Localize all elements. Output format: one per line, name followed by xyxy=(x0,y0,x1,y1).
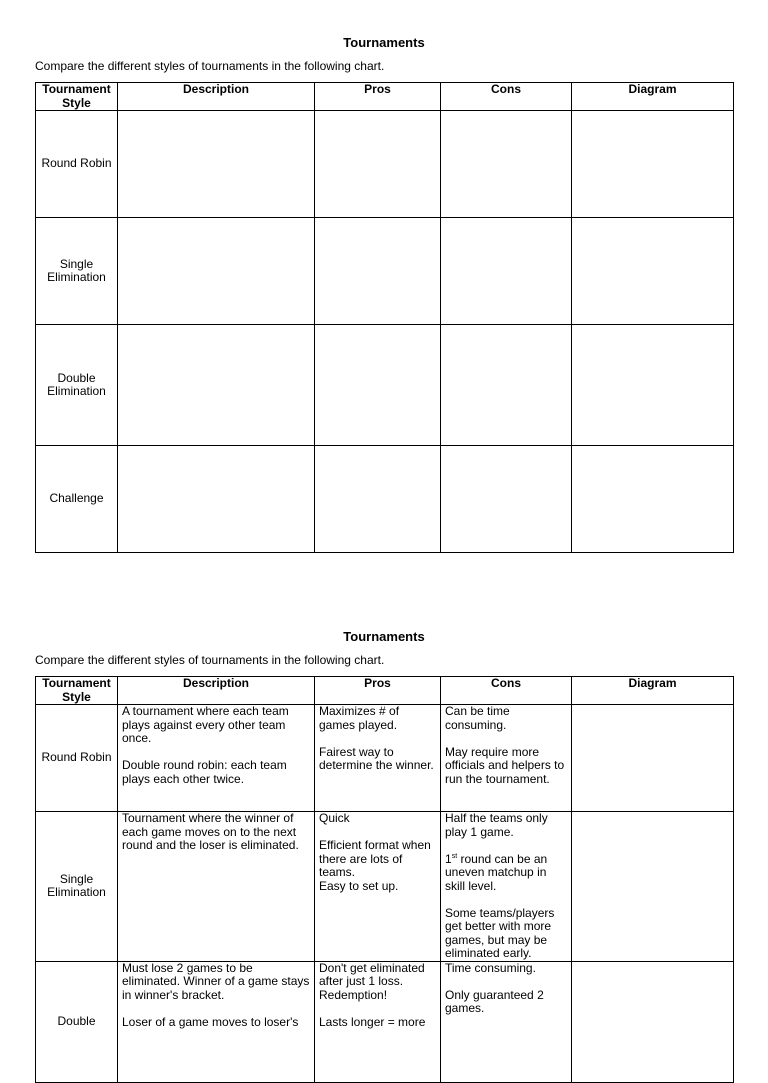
description-cell[interactable] xyxy=(118,218,315,325)
style-cell: Double Elimination xyxy=(36,325,118,446)
table-row xyxy=(36,325,734,446)
cons-text: Some teams/players get better with more games, but may be eliminated early. xyxy=(445,905,555,960)
header-description: Description xyxy=(118,83,315,111)
pros-cell[interactable] xyxy=(315,111,441,218)
pros-cell xyxy=(315,705,441,812)
cons-cell[interactable] xyxy=(441,446,572,553)
cons-cell[interactable] xyxy=(441,111,572,218)
table-row xyxy=(36,218,734,325)
style-cell: Double xyxy=(36,961,118,1082)
cons-text: 1st round can be an uneven matchup in skill level. xyxy=(445,851,548,893)
page-title: Tournaments xyxy=(343,35,425,50)
style-cell: Round Robin xyxy=(36,705,118,812)
header-description: Description xyxy=(118,677,315,705)
header-cons: Cons xyxy=(441,677,572,705)
header-tournament-style: Tournament Style xyxy=(36,677,118,705)
cons-cell xyxy=(441,812,572,962)
description-cell xyxy=(118,705,315,812)
cons-cell xyxy=(441,705,572,812)
diagram-cell[interactable] xyxy=(572,111,734,218)
diagram-cell[interactable] xyxy=(572,218,734,325)
description-cell xyxy=(118,961,315,1082)
style-cell: Single Elimination xyxy=(36,812,118,962)
pros-cell[interactable] xyxy=(315,218,441,325)
description-text: Loser of a game moves to loser's xyxy=(122,1014,299,1029)
diagram-cell[interactable] xyxy=(572,325,734,446)
header-row xyxy=(36,83,734,111)
description-text: Must lose 2 games to be eliminated. Winner of a game stays in winner's bracket. xyxy=(122,960,310,1002)
cons-text: Time consuming. xyxy=(445,960,536,975)
diagram-cell[interactable] xyxy=(572,705,734,812)
cons-cell[interactable] xyxy=(441,325,572,446)
diagram-cell[interactable] xyxy=(572,446,734,553)
style-cell: Challenge xyxy=(36,446,118,553)
table-row xyxy=(36,961,734,1082)
pros-cell xyxy=(315,812,441,962)
style-cell: Round Robin xyxy=(36,111,118,218)
cons-text-rest: round can be an uneven matchup in skill level. xyxy=(445,851,548,893)
header-pros: Pros xyxy=(315,677,441,705)
ordinal-suffix: st xyxy=(451,852,458,860)
pros-text: Quick xyxy=(319,811,350,825)
table-row xyxy=(36,812,734,962)
cons-cell[interactable] xyxy=(441,218,572,325)
description-cell[interactable] xyxy=(118,446,315,553)
comparison-table-blank xyxy=(35,82,734,553)
cons-text: Can be time consuming. xyxy=(445,704,510,732)
pros-text: Maximizes # of games played. xyxy=(319,704,400,732)
cons-text: Only guaranteed 2 games. xyxy=(445,987,544,1015)
header-cons: Cons xyxy=(441,83,572,111)
cons-text: Half the teams only play 1 game. xyxy=(445,811,548,839)
pros-text: Efficient format when there are lots of teams. Easy to set up. xyxy=(319,838,431,893)
header-row xyxy=(36,677,734,705)
instructions: Compare the different styles of tournaments in the following chart. xyxy=(35,59,385,73)
style-cell: Single Elimination xyxy=(36,218,118,325)
cons-cell xyxy=(441,961,572,1082)
description-text: Double round robin: each team plays each other twice. xyxy=(122,758,287,786)
table-row xyxy=(36,446,734,553)
header-diagram: Diagram xyxy=(572,83,734,111)
pros-cell[interactable] xyxy=(315,325,441,446)
table-row xyxy=(36,705,734,812)
diagram-cell[interactable] xyxy=(572,812,734,962)
cons-text: May require more officials and helpers to run the tournament. xyxy=(445,744,565,786)
pros-text: Lasts longer = more xyxy=(319,1014,426,1029)
header-tournament-style: Tournament Style xyxy=(36,83,118,111)
pros-text: Don't get eliminated after just 1 loss. Redemption! xyxy=(319,960,425,1002)
pros-cell xyxy=(315,961,441,1082)
description-text: A tournament where each team plays against every other team once. xyxy=(122,704,289,745)
description-cell[interactable] xyxy=(118,111,315,218)
table-row xyxy=(36,111,734,218)
description-cell xyxy=(118,812,315,962)
header-pros: Pros xyxy=(315,83,441,111)
pros-cell[interactable] xyxy=(315,446,441,553)
comparison-table-answers xyxy=(35,676,734,1083)
answer-key-instructions: Compare the different styles of tournaments in the following chart. xyxy=(35,653,385,667)
pros-text: Fairest way to determine the winner. xyxy=(319,744,434,772)
description-text: Tournament where the winner of each game moves on to the next round and the loser is eliminated. xyxy=(122,811,299,852)
description-cell[interactable] xyxy=(118,325,315,446)
diagram-cell[interactable] xyxy=(572,961,734,1082)
answer-key-title: Tournaments xyxy=(343,629,425,644)
header-diagram: Diagram xyxy=(572,677,734,705)
